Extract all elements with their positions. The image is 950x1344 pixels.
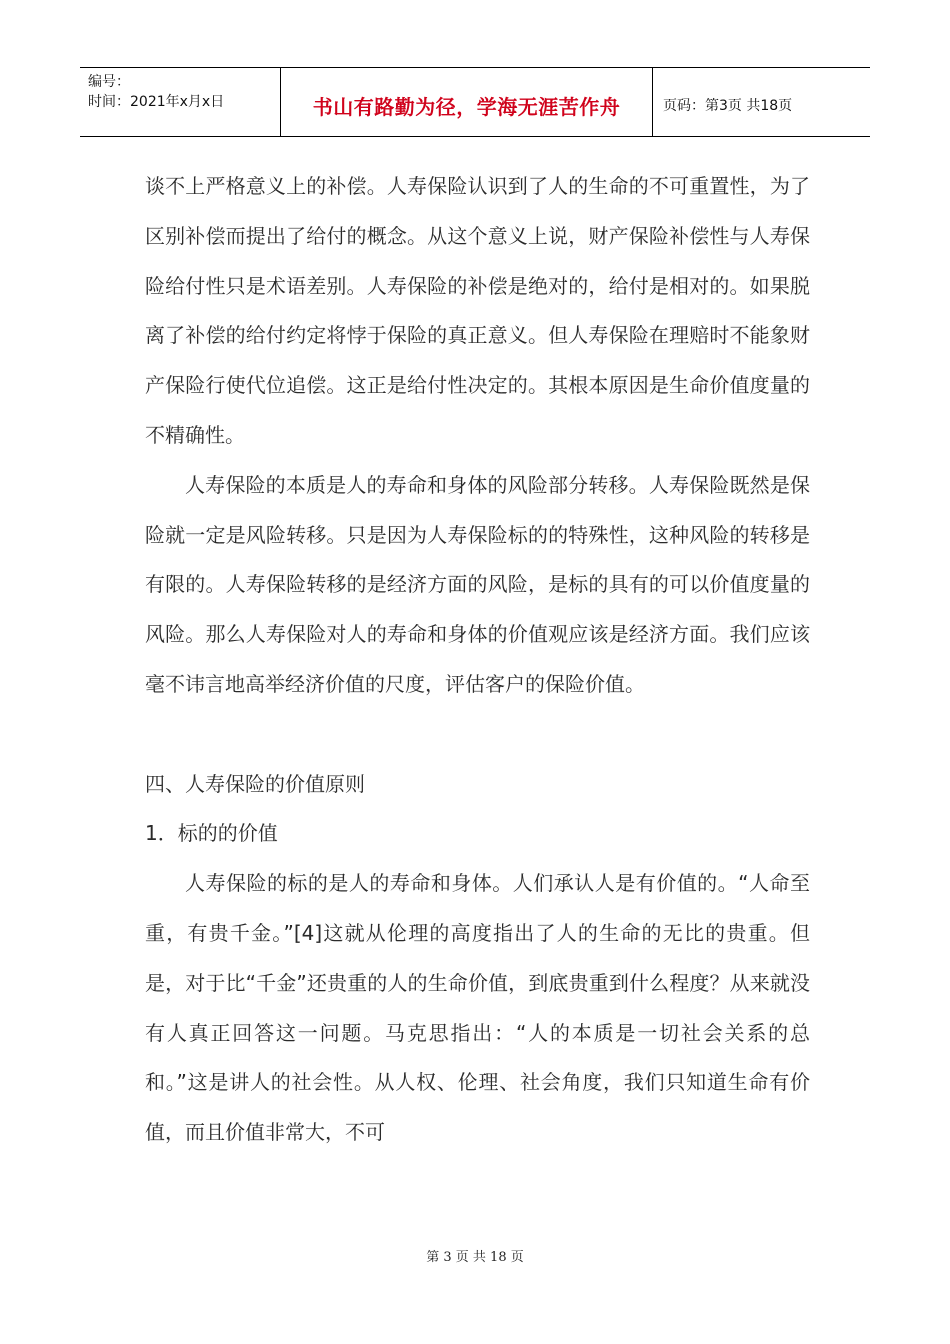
date-label: 时间：2021年x月x日 bbox=[88, 94, 225, 110]
footer-page-number: 第 3 页 共 18 页 bbox=[426, 1250, 524, 1265]
section-spacer bbox=[145, 710, 810, 760]
header-meta-cell bbox=[80, 68, 281, 136]
document-body bbox=[145, 162, 810, 1158]
subsection-heading: 1．标的的价值 bbox=[145, 821, 278, 846]
header-page-cell bbox=[653, 68, 870, 136]
paragraph-1: 谈不上严格意义上的补偿。人寿保险认识到了人的生命的不可重置性，为了区别补偿而提出了给付的概念。从这个意义上说，财产保险补偿性与人寿保险给付性只是术语差别。人寿保险的补偿是绝对的，给付是相对的。如果脱离了补偿的给付约定将悖于保险的真正意义。但人寿保险在理赔时不能象财产保险行使代位追偿。这正是给付性决定的。其根本原因是生命价值度量的不精确性。 bbox=[145, 174, 810, 447]
paragraph-2: 人寿保险的本质是人的寿命和身体的风险部分转移。人寿保险既然是保险就一定是风险转移。只是因为人寿保险标的的特殊性，这种风险的转移是有限的。人寿保险转移的是经济方面的风险，是标的具有的可以价值度量的风险。那么人寿保险对人的寿命和身体的价值观应该是经济方面。我们应该毫不讳言地高举经济价值的尺度，评估客户的保险价值。 bbox=[145, 472, 810, 696]
paragraph-3: 人寿保险的标的是人的寿命和身体。人们承认人是有价值的。“人命至重，有贵千金。”[4]这就从伦理的高度指出了人的生命的无比的贵重。但是，对于比“千金”还贵重的人的生命价值，到底贵重到什么程度？从来就没有人真正回答这一问题。马克思指出：“人的本质是一切社会关系的总和。”这是讲人的社会性。从人权、伦理、社会角度，我们只知道生命有价值，而且价值非常大，不可 bbox=[145, 871, 810, 1145]
header-motto: 书山有路勤为径，学海无涯苦作舟 bbox=[312, 94, 621, 119]
section-heading: 四、人寿保险的价值原则 bbox=[145, 771, 365, 796]
header-motto-cell bbox=[281, 68, 653, 136]
header-page-info: 页码：第3页 共18页 bbox=[663, 98, 793, 114]
document-header bbox=[80, 67, 870, 137]
page-footer bbox=[0, 1246, 950, 1265]
number-label: 编号： bbox=[88, 74, 130, 90]
